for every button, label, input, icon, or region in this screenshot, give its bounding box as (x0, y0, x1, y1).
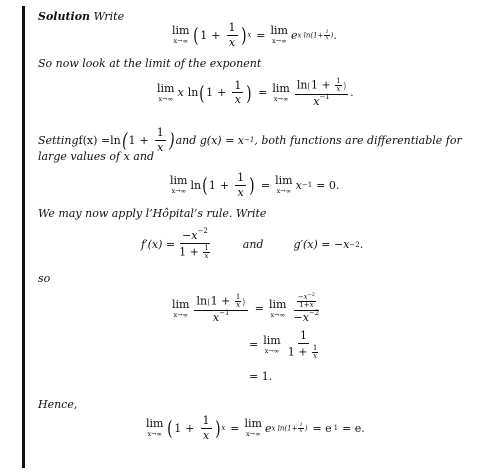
left-margin-bar (22, 6, 25, 468)
solution-label: Solution (38, 10, 91, 23)
solution-heading (38, 10, 124, 23)
hence-line: Hence, (38, 398, 78, 411)
equation-rewrite: lim x→∞ ( 1 + $\frac{1}{x}$ ) x = lim x→∞ e x ln(1+ $\frac{1}{x}$ ) . (172, 21, 337, 49)
setting-line-2: large values of x and (38, 150, 154, 163)
equation-derivatives: f′(x) = $-x^{-2}$ 1 + $\frac{1}{x}$ and g′(x) = −x −2 . (141, 227, 364, 260)
exponent-intro: So now look at the limit of the exponent (38, 57, 262, 70)
so-line: so (38, 272, 51, 285)
equation-exponent: lim x→∞ x ln ( 1 + $\frac{1}{x}$ ) = lim x→∞ ln(1 + $\frac{1}{x}$ ) $x^{-1}$ . (157, 77, 354, 108)
equation-final: lim x→∞ ( 1 + $\frac{1}{x}$ ) x = lim x→∞ e x ln(1+ $\frac{1}{x}$ ) = e 1 = e. (146, 414, 365, 442)
equation-lhopital-result: = 1. (249, 370, 273, 383)
equation-limits-zero: lim x→∞ ln ( 1 + $\frac{1}{x}$ ) = lim x→∞ x −1 = 0. (170, 171, 340, 199)
lhopital-line: We may now apply l’Hôpital’s rule. Write (38, 207, 267, 220)
solution-intro: Write (93, 10, 125, 23)
equation-lhopital-step1: lim x→∞ ln(1 + $\frac{1}{x}$ ) $x^{-1}$ = lim x→∞ $\frac{\frac{-x^{-2}}{1+x}}{-x^{-2}}$ (172, 292, 320, 324)
equation-lhopital-step2: = lim x→∞ 1 1 + $\frac{1}{x}$ (249, 329, 318, 360)
setting-line: Setting f(x) = ln ( 1 + $\frac{1}{x}$ ) and g(x) = x −1 , both functions are differentiable for (38, 126, 462, 154)
